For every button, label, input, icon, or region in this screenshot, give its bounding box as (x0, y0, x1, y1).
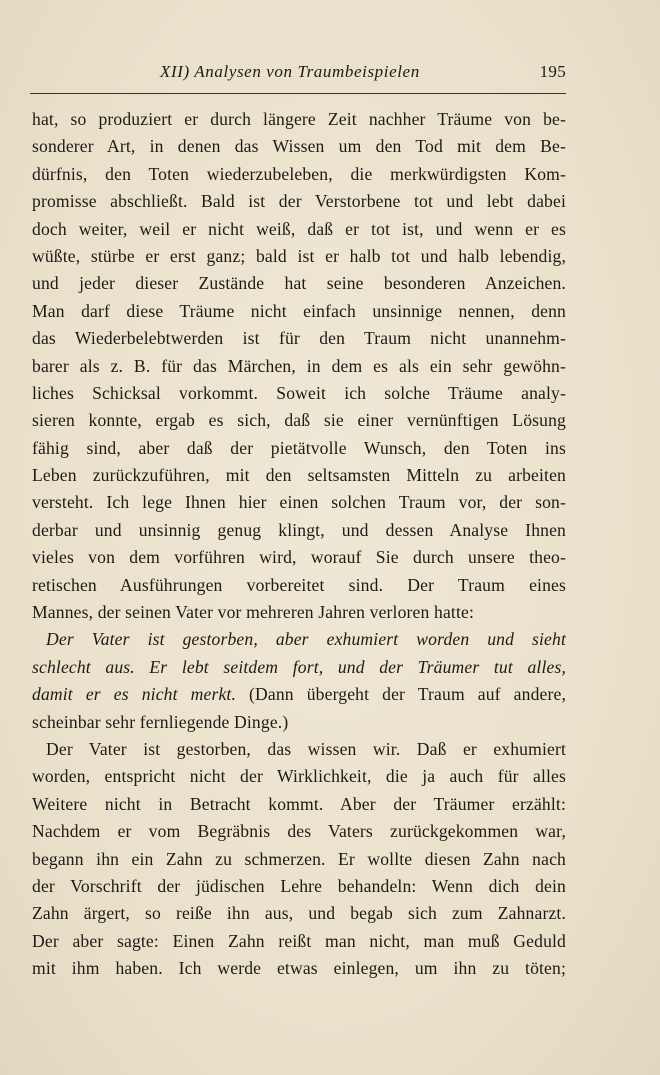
text-segment: Man darf diese Träume nicht einfach unsinnige nennen, denn (32, 300, 566, 321)
running-title: XII) Analysen von Traumbeispielen (160, 62, 420, 81)
text-segment: Leben zurückzuführen, mit den seltsamsten Mitteln zu arbeiten (32, 465, 566, 486)
text-line (32, 736, 566, 763)
text-segment: Der Vater ist gestorben, das wissen wir. Daß er exhumiert (46, 738, 566, 759)
italic-text: schlecht aus. Er lebt seitdem fort, und der Träumer tut alles, (32, 656, 566, 677)
text-segment: begann ihn ein Zahn zu schmerzen. Er wollte diesen Zahn nach (32, 848, 566, 869)
text-line (32, 654, 566, 681)
header-rule (30, 93, 566, 94)
text-segment: Weitere nicht in Betracht kommt. Aber der Träumer erzählt: (32, 793, 566, 814)
text-segment: Zahn ärgert, so reiße ihn aus, und begab sich zum Zahnarzt. (32, 903, 566, 924)
text-segment: barer als z. B. für das Märchen, in dem es als ein sehr gewöhn- (32, 355, 566, 376)
text-line (32, 462, 566, 489)
text-line (32, 188, 566, 215)
text-segment: mit ihm haben. Ich werde etwas einlegen, um ihn zu töten; (32, 958, 566, 979)
text-segment: fähig sind, aber daß der pietätvolle Wunsch, den Toten ins (32, 437, 566, 458)
text-segment: liches Schicksal vorkommt. Soweit ich solche Träume analy- (32, 382, 566, 403)
body-text (32, 106, 566, 983)
text-segment: Nachdem er vom Begräbnis des Vaters zurückgekommen war, (32, 821, 566, 842)
text-segment: (Dann übergeht der Traum auf andere, (236, 684, 567, 705)
text-line (32, 709, 566, 736)
text-line (32, 353, 566, 380)
text-segment: das Wiederbelebtwerden ist für den Traum nicht unannehm- (32, 328, 566, 349)
text-line (32, 599, 566, 626)
text-line (32, 681, 566, 708)
text-line (32, 544, 566, 571)
text-line (32, 818, 566, 845)
text-line (32, 380, 566, 407)
text-line (32, 325, 566, 352)
text-line (32, 489, 566, 516)
text-line (32, 298, 566, 325)
text-segment: Mannes, der seinen Vater vor mehreren Jahren verloren hatte: (32, 602, 474, 623)
text-line (32, 955, 566, 982)
text-line (32, 517, 566, 544)
text-segment: dürfnis, den Toten wiederzubeleben, die merkwürdigsten Kom- (32, 163, 566, 184)
text-line (32, 791, 566, 818)
text-segment: der Vorschrift der jüdischen Lehre behandeln: Wenn dich dein (32, 875, 566, 896)
page-header (36, 60, 566, 88)
text-line (32, 928, 566, 955)
text-segment: worden, entspricht nicht der Wirklichkeit, die ja auch für alles (32, 766, 566, 787)
text-segment: doch weiter, weil er nicht weiß, daß er tot ist, und wenn er es (32, 218, 566, 239)
text-line (32, 407, 566, 434)
text-segment: Der aber sagte: Einen Zahn reißt man nicht, man muß Geduld (32, 930, 566, 951)
text-segment: wüßte, stürbe er erst ganz; bald ist er halb tot und halb lebendig, (32, 245, 566, 266)
text-segment: scheinbar sehr fernliegende Dinge.) (32, 711, 289, 732)
page-number: 195 (539, 62, 566, 81)
text-segment: derbar und unsinnig genug klingt, und dessen Analyse Ihnen (32, 519, 566, 540)
text-line (32, 161, 566, 188)
text-line (32, 133, 566, 160)
text-segment: versteht. Ich lege Ihnen hier einen solchen Traum vor, der son- (32, 492, 566, 513)
text-line (32, 873, 566, 900)
text-line (32, 900, 566, 927)
text-line (32, 216, 566, 243)
text-segment: retischen Ausführungen vorbereitet sind. Der Traum eines (32, 574, 566, 595)
text-segment: und jeder dieser Zustände hat seine besonderen Anzeichen. (32, 273, 566, 294)
text-line (32, 846, 566, 873)
text-line (32, 106, 566, 133)
text-segment: hat, so produziert er durch längere Zeit nachher Träume von be- (32, 109, 566, 129)
text-segment: promisse abschließt. Bald ist der Verstorbene tot und lebt dabei (32, 191, 566, 212)
text-line (32, 435, 566, 462)
text-line (32, 626, 566, 653)
text-line (32, 572, 566, 599)
text-segment: sonderer Art, in denen das Wissen um den Tod mit dem Be- (32, 136, 566, 157)
text-line (32, 763, 566, 790)
text-line (32, 243, 566, 270)
text-segment: sieren konnte, ergab es sich, daß sie einer vernünftigen Lösung (32, 410, 566, 431)
text-segment: vieles von dem vorführen wird, worauf Sie durch unsere theo- (32, 547, 566, 568)
text-line (32, 270, 566, 297)
italic-text: Der Vater ist gestorben, aber exhumiert worden und sieht (46, 629, 566, 650)
italic-text: damit er es nicht merkt. (32, 684, 237, 705)
